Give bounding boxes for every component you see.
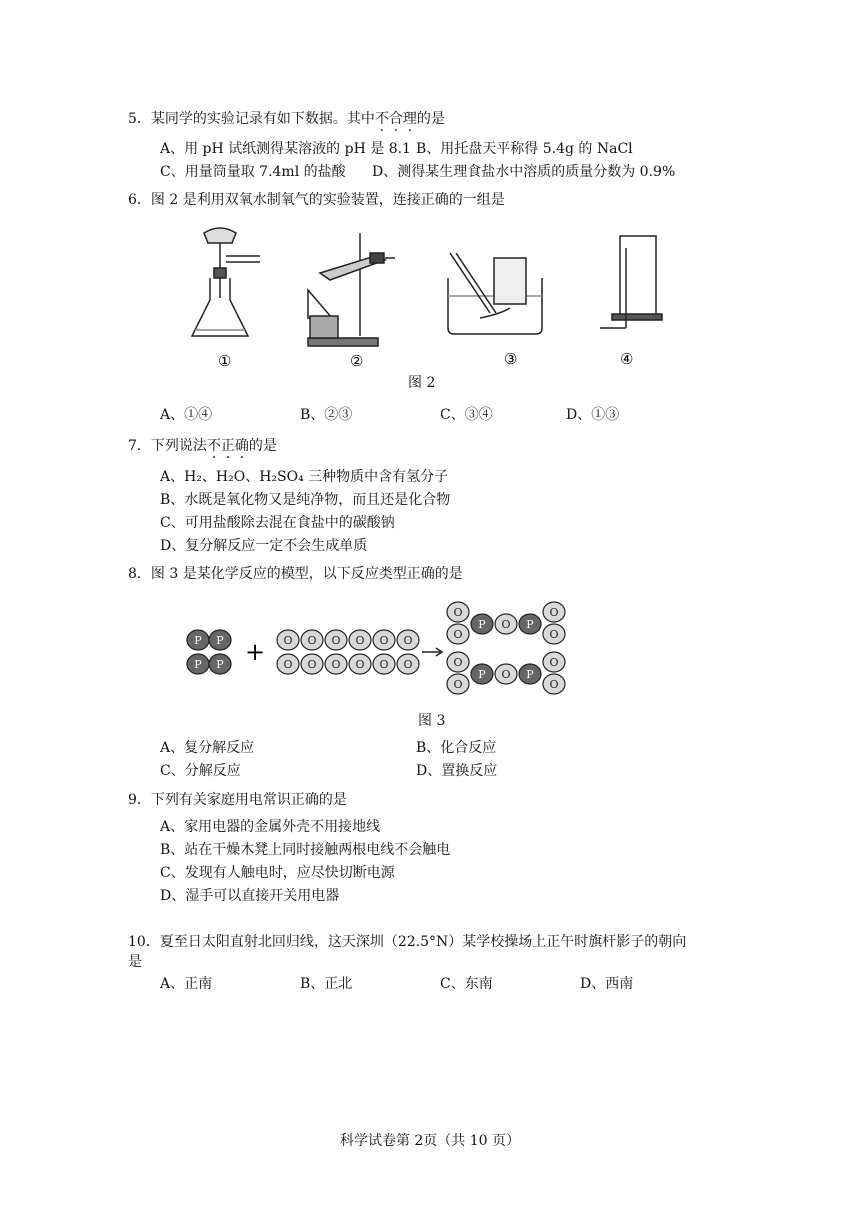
- page-footer: 科学试卷第 2页（共 10 页）: [339, 1133, 521, 1149]
- phosphorus-atom: [209, 630, 231, 650]
- svg-text:P: P: [526, 618, 534, 631]
- svg-text:O: O: [549, 628, 559, 641]
- oxygen-atom: [373, 654, 395, 674]
- oxygen-atom: [301, 654, 323, 674]
- oxygen-atom: [447, 602, 469, 622]
- oxygen-atom: [543, 602, 565, 622]
- svg-text:O: O: [403, 634, 413, 647]
- oxygen-atom: [277, 654, 299, 674]
- figure-3-caption: 图 3: [418, 713, 446, 729]
- q10-option-c: C、东南: [440, 976, 493, 992]
- q5-option-a: A、用 pH 试纸测得某溶液的 pH 是 8.1: [160, 141, 411, 157]
- svg-text:P: P: [216, 658, 224, 671]
- reaction-arrow: [422, 648, 442, 656]
- figure-3-reaction-model: [180, 598, 580, 698]
- q6-option-b: B、②③: [300, 407, 353, 423]
- oxygen-atom: [349, 654, 371, 674]
- figure-label-2: ②: [350, 352, 364, 368]
- q5-option-b: B、用托盘天平称得 5.4g 的 NaCl: [416, 141, 633, 157]
- q7-stem-text: 7．下列说法: [128, 438, 207, 454]
- svg-text:O: O: [549, 656, 559, 669]
- svg-text:O: O: [453, 606, 463, 619]
- flask-with-funnel: [192, 228, 260, 336]
- q6-option-d: D、①③: [566, 407, 620, 423]
- emphasis-char: 确: [234, 438, 249, 454]
- oxygen-atom: [325, 630, 347, 650]
- svg-text:O: O: [307, 634, 317, 647]
- q10-option-a: A、正南: [160, 976, 213, 992]
- phosphorus-atom: [519, 614, 541, 634]
- oxygen-atom: [277, 630, 299, 650]
- q7-stem-end: 的是: [248, 438, 277, 454]
- question-6-stem: 6．图 2 是利用双氧水制氧气的实验装置，连接正确的一组是: [128, 192, 505, 208]
- svg-text:O: O: [453, 656, 463, 669]
- svg-text:O: O: [549, 606, 559, 619]
- water-trough-collection: [448, 253, 542, 334]
- emphasis-char: 不: [374, 111, 389, 127]
- svg-text:P: P: [216, 634, 224, 647]
- q5-option-c: C、用量筒量取 7.4ml 的盐酸: [160, 164, 346, 180]
- svg-text:O: O: [283, 658, 293, 671]
- svg-text:O: O: [355, 634, 365, 647]
- q6-option-a: A、①④: [160, 407, 213, 423]
- q8-option-a: A、复分解反应: [160, 740, 255, 756]
- oxygen-atom: [495, 614, 517, 634]
- oxygen-atom: [373, 630, 395, 650]
- q9-option-d: D、湿手可以直接开关用电器: [160, 888, 340, 904]
- emphasis-char: 不: [206, 438, 221, 454]
- svg-text:O: O: [501, 668, 511, 681]
- oxygen-atom: [543, 652, 565, 672]
- svg-text:P: P: [478, 618, 486, 631]
- upward-air-collection: [600, 236, 662, 328]
- q7-option-d: D、复分解反应一定不会生成单质: [160, 538, 368, 554]
- oxygen-atom: [543, 674, 565, 694]
- q10-option-d: D、西南: [580, 976, 634, 992]
- phosphorus-atom: [471, 614, 493, 634]
- phosphorus-atom: [209, 654, 231, 674]
- oxygen-atom: [447, 624, 469, 644]
- question-8-stem: 8．图 3 是某化学反应的模型，以下反应类型正确的是: [128, 566, 463, 582]
- svg-text:O: O: [453, 678, 463, 691]
- oxygen-atom: [495, 664, 517, 684]
- oxygen-atom: [301, 630, 323, 650]
- svg-text:O: O: [549, 678, 559, 691]
- oxygen-atom: [543, 624, 565, 644]
- q7-option-c: C、可用盐酸除去混在食盐中的碳酸钠: [160, 515, 395, 531]
- figure-label-4: ④: [620, 350, 634, 368]
- svg-text:O: O: [283, 634, 293, 647]
- svg-text:P: P: [526, 668, 534, 681]
- question-7-stem: [128, 437, 277, 455]
- emphasis-char: 理: [402, 111, 417, 127]
- q7-option-b: B、水既是氧化物又是纯净物，而且还是化合物: [160, 492, 451, 508]
- oxygen-atom: [349, 630, 371, 650]
- figure-2-caption: 图 2: [408, 375, 436, 391]
- oxygen-atom: [447, 674, 469, 694]
- emphasis-char: 正: [220, 438, 235, 454]
- q7-option-a: A、H₂、H₂O、H₂SO₄ 三种物质中含有氢分子: [160, 469, 449, 485]
- q5-option-d: D、测得某生理食盐水中溶质的质量分数为 0.9%: [372, 164, 676, 180]
- question-9-stem: 9．下列有关家庭用电常识正确的是: [128, 792, 347, 808]
- q8-option-b: B、化合反应: [416, 740, 497, 756]
- svg-text:O: O: [379, 658, 389, 671]
- q8-option-c: C、分解反应: [160, 763, 241, 779]
- oxygen-atom: [447, 652, 469, 672]
- emphasis-char: 合: [388, 111, 403, 127]
- svg-text:O: O: [331, 634, 341, 647]
- question-5-stem: [128, 110, 445, 128]
- q8-option-d: D、置换反应: [416, 763, 498, 779]
- svg-text:P: P: [194, 634, 202, 647]
- oxygen-atom: [325, 654, 347, 674]
- svg-text:P: P: [194, 658, 202, 671]
- q5-stem-text: 5．某同学的实验记录有如下数据。其中: [128, 111, 375, 127]
- svg-text:O: O: [355, 658, 365, 671]
- q6-option-c: C、③④: [440, 407, 493, 423]
- figure-2-apparatus: [180, 218, 680, 368]
- svg-text:O: O: [307, 658, 317, 671]
- phosphorus-atom: [519, 664, 541, 684]
- figure-label-1: ①: [218, 352, 232, 368]
- question-10-stem: 10．夏至日太阳直射北回归线，这天深圳（22.5°N）某学校操场上正午时旗杆影子的朝向: [128, 934, 687, 950]
- phosphorus-atom: [187, 654, 209, 674]
- oxygen-atom: [397, 654, 419, 674]
- heating-apparatus: [308, 233, 395, 346]
- svg-text:O: O: [403, 658, 413, 671]
- figure-label-3: ③: [504, 350, 518, 368]
- plus-sign: +: [244, 638, 266, 666]
- q9-option-a: A、家用电器的金属外壳不用接地线: [160, 819, 381, 835]
- question-10-stem-cont: 是: [128, 954, 142, 970]
- q9-option-b: B、站在干燥木凳上同时接触两根电线不会触电: [160, 842, 451, 858]
- svg-text:O: O: [331, 658, 341, 671]
- svg-text:O: O: [501, 618, 511, 631]
- svg-text:O: O: [379, 634, 389, 647]
- phosphorus-atom: [471, 664, 493, 684]
- svg-text:P: P: [478, 668, 486, 681]
- svg-text:O: O: [453, 628, 463, 641]
- phosphorus-atom: [187, 630, 209, 650]
- q5-stem-end: 的是: [416, 111, 445, 127]
- q10-option-b: B、正北: [300, 976, 353, 992]
- oxygen-atom: [397, 630, 419, 650]
- q9-option-c: C、发现有人触电时，应尽快切断电源: [160, 865, 395, 881]
